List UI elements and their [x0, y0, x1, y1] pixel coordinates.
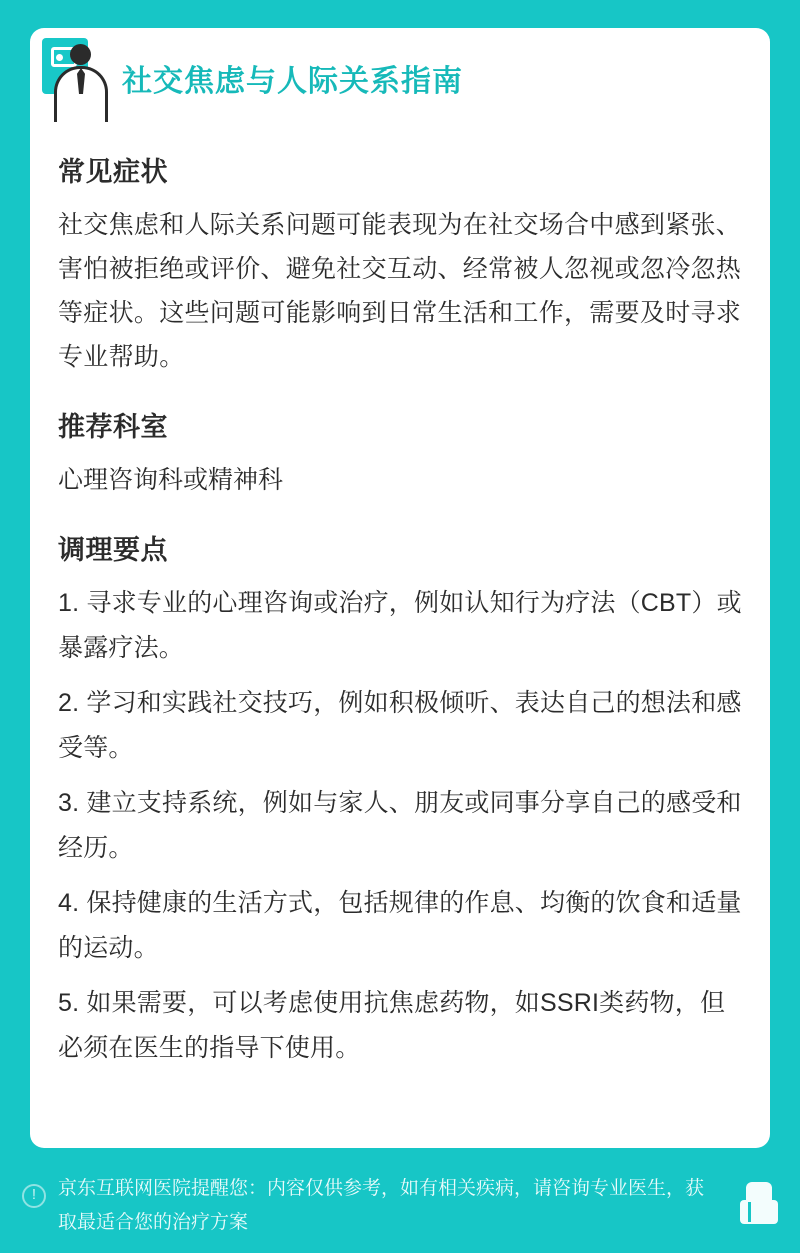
thumb-finger	[746, 1182, 772, 1204]
thumbs-up-icon[interactable]	[740, 1182, 780, 1224]
section-text-department: 心理咨询科或精神科	[58, 466, 284, 494]
page-title: 社交焦虑与人际关系指南	[122, 65, 463, 98]
section-heading-symptoms: 常见症状	[58, 157, 168, 187]
section-text-symptoms: 社交焦虑和人际关系问题可能表现为在社交场合中感到紧张、害怕被拒绝或评价、避免社交互动、经常被人忽视或忽冷忽热等症状。这些问题可能影响到日常生活和工作，需要及时寻求专业帮助。	[58, 211, 742, 371]
section-heading-department: 推荐科室	[58, 412, 168, 442]
footer-bar	[0, 1160, 800, 1253]
thumb-divider	[748, 1202, 751, 1222]
person-head-icon	[70, 44, 91, 65]
section-heading-advice: 调理要点	[58, 535, 168, 565]
list-item: 2. 学习和实践社交技巧，例如积极倾听、表达自己的想法和感受等。	[58, 689, 742, 762]
advice-list	[58, 581, 746, 1071]
list-item: 3. 建立支持系统，例如与家人、朋友或同事分享自己的感受和经历。	[58, 789, 742, 862]
list-item: 4. 保持健康的生活方式，包括规律的作息、均衡的饮食和适量的运动。	[58, 889, 742, 962]
info-icon-glyph: !	[31, 1186, 37, 1203]
content-card	[30, 28, 770, 1148]
footer-disclaimer: 京东互联网医院提醒您：内容仅供参考，如有相关疾病，请咨询专业医生，获取最适合您的治疗方案	[58, 1178, 705, 1233]
list-item: 5. 如果需要，可以考虑使用抗焦虑药物，如SSRI类药物，但必须在医生的指导下使用。	[58, 989, 726, 1062]
list-item: 1. 寻求专业的心理咨询或治疗，例如认知行为疗法（CBT）或暴露疗法。	[58, 589, 742, 662]
article-body	[58, 132, 746, 1081]
info-icon	[22, 1184, 46, 1208]
doctor-document-icon	[42, 38, 108, 122]
